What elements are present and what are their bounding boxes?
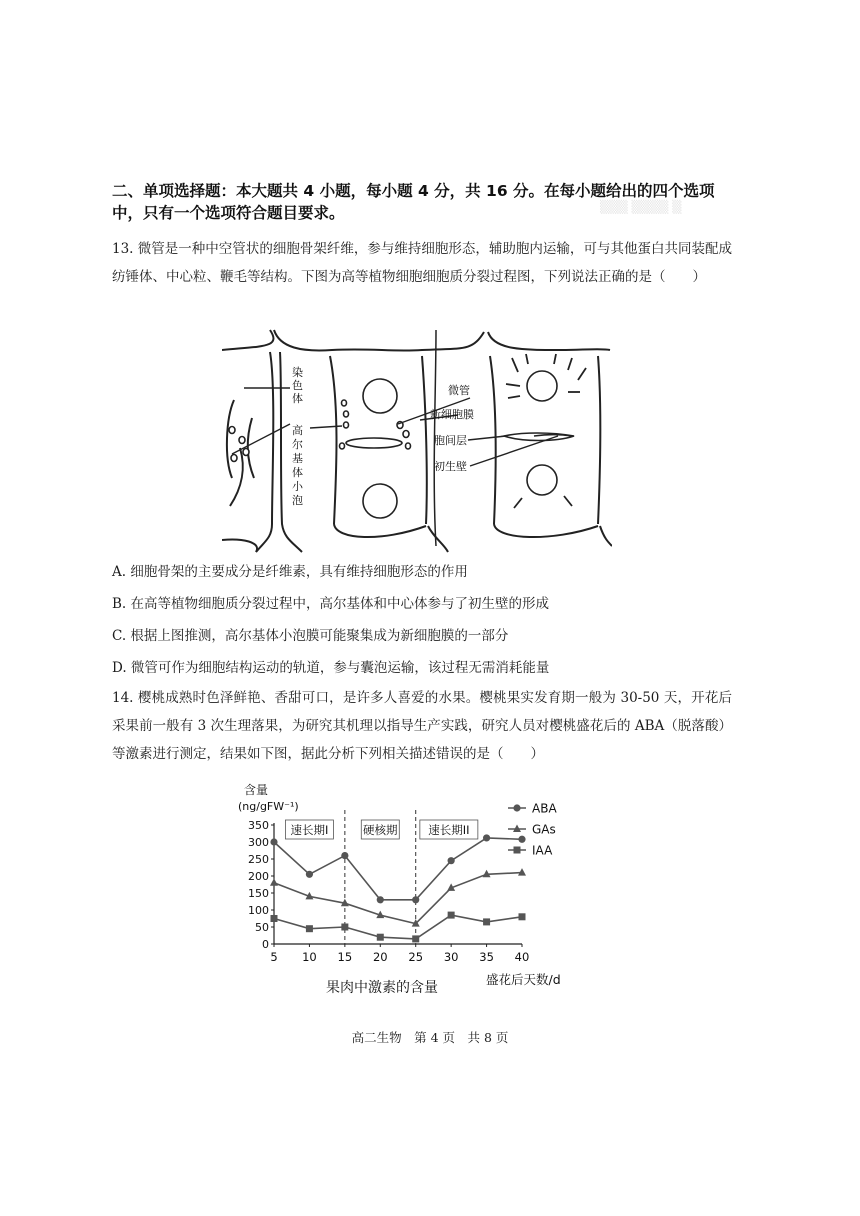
new-membrane-label: 新细胞膜 [430,408,474,421]
section-title: 二、单项选择题：本大题共 4 小题，每小题 4 分，共 16 分。在每小题给出的四个选项中，只有一个选项符合题目要求。 [112,182,715,222]
point-iaa [483,918,490,925]
question-14-stem: 14. 樱桃成熟时色泽鲜艳、香甜可口，是许多人喜爱的水果。樱桃果实发育期一般为 30-50 天，开花后采果前一般有 3 次生理落果，为研究其机理以指导生产实践，研究人员对樱桃盛花后的 ABA（脱落酸）等激素进行测定，结果如下图，据此分析下列相关描述错误的是（ ） [112,690,732,762]
microtubule-label: 微管 [448,384,470,397]
point-aba [448,857,455,864]
chromosome-label-1: 染 [292,366,303,379]
point-gas [270,878,278,886]
chromosome-label-3: 体 [292,392,303,405]
middle-lamella-label: 胞间层 [434,434,467,447]
point-iaa [448,912,455,919]
primary-wall-label: 初生壁 [434,460,467,473]
svg-text:体: 体 [292,466,303,479]
phase-label: 速长期I [290,823,329,837]
x-tick-label: 15 [337,950,353,964]
y-axis-label: 含量 [244,783,269,797]
y-tick-label: 300 [248,836,269,849]
q13-option-c: C. 根据上图推测，高尔基体小泡膜可能聚集成为新细胞膜的一部分 [112,628,509,644]
x-tick-label: 20 [372,950,388,964]
x-tick-label: 10 [302,950,317,964]
y-tick-label: 350 [248,819,269,832]
svg-text:小: 小 [292,480,303,493]
point-gas [518,868,526,876]
legend-marker [514,847,521,854]
question-13-stem: 13. 微管是一种中空管状的细胞骨架纤维，参与维持细胞形态，辅助胞内运输，可与其他蛋白共同装配成纺锤体、中心粒、鞭毛等结构。下图为高等植物细胞细胞质分裂过程图，下列说法正确的是（ ） [112,241,732,285]
x-axis-label: 盛花后天数/d [486,972,561,987]
y-tick-label: 150 [248,887,269,900]
q13-option-d: D. 微管可作为细胞结构运动的轨道，参与囊泡运输，该过程无需消耗能量 [112,660,550,676]
point-iaa [341,924,348,931]
hormone-content-chart [236,780,586,1000]
q13-option-a: A. 细胞骨架的主要成分是纤维素，具有维持细胞形态的作用 [112,564,468,580]
point-aba [306,871,313,878]
point-iaa [306,925,313,932]
point-iaa [377,934,384,941]
point-aba [518,836,525,843]
point-aba [412,896,419,903]
point-aba [341,852,348,859]
golgi-vesicle-label [292,423,304,507]
phase-label: 硬核期 [363,823,398,837]
svg-text:尔: 尔 [292,438,303,451]
legend-marker [513,804,520,811]
legend-label: IAA [532,843,553,858]
y-tick-label: 200 [248,870,269,883]
x-tick-label: 5 [270,950,278,964]
x-tick-label: 35 [479,950,494,964]
point-aba [377,896,384,903]
y-axis-unit: (ng/gFW⁻¹) [238,800,299,813]
series-line-aba [274,838,522,900]
x-tick-label: 40 [514,950,530,964]
point-iaa [519,913,526,920]
point-iaa [271,915,278,922]
chromosome-label-2: 色 [292,379,303,392]
legend-label: GAs [532,822,556,837]
x-tick-label: 25 [408,950,424,964]
cell-division-figure [222,328,612,556]
y-tick-label: 250 [248,853,269,866]
phase-label: 速长期II [428,823,470,837]
svg-text:基: 基 [292,452,303,465]
y-tick-label: 50 [255,921,269,934]
svg-text:高: 高 [292,424,303,437]
y-tick-label: 0 [262,938,269,951]
legend-label: ABA [532,801,557,816]
q13-option-b: B. 在高等植物细胞质分裂过程中，高尔基体和中心体参与了初生壁的形成 [112,596,550,612]
y-tick-label: 100 [248,904,269,917]
point-aba [483,834,490,841]
point-aba [270,838,277,845]
x-tick-label: 30 [443,950,459,964]
point-iaa [412,935,419,942]
svg-text:泡: 泡 [292,494,303,507]
chart-caption: 果肉中激素的含量 [326,980,438,996]
page-footer: 高二生物 第 4 页 共 8 页 [351,1030,509,1045]
bleed-through-text: ▒▒▒ ▒▒▒▒ ▒ [600,200,682,214]
